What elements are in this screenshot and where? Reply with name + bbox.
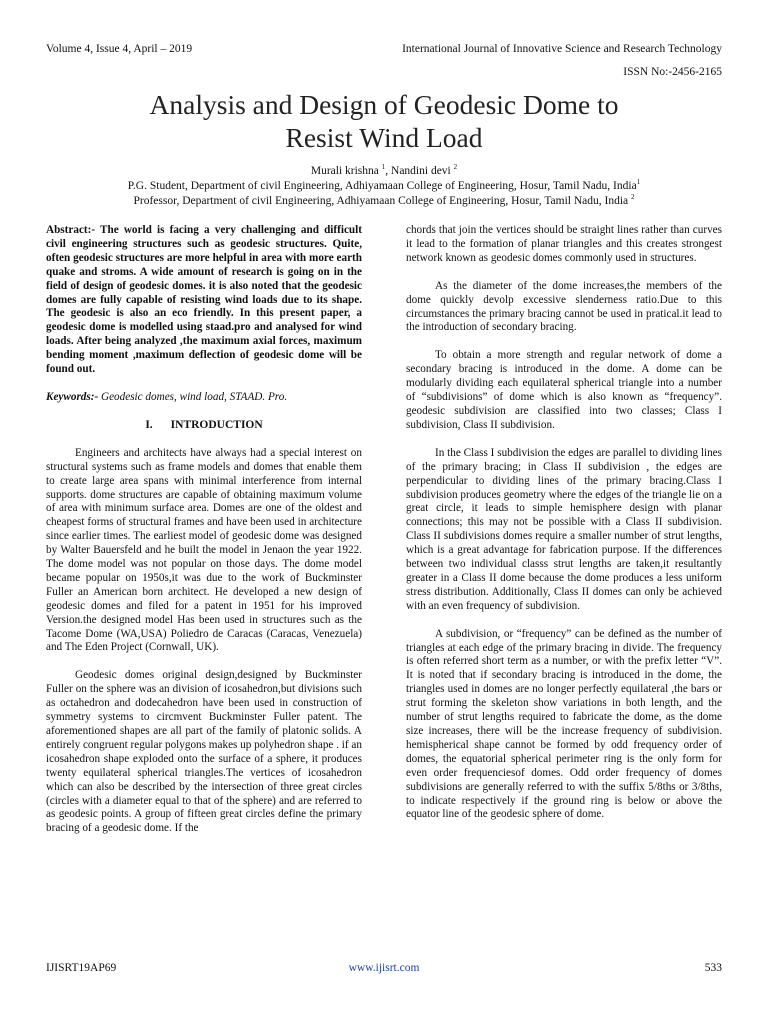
- affiliation-2: [0, 195, 768, 207]
- section-title: INTRODUCTION: [170, 418, 263, 431]
- paragraph: A subdivision, or “frequency” can be defined as the number of triangles at each edge of the primary bracing in divide. The frequency is often referred short term as a number, or with the prefix letter “V”. It is noted that if secondary bracing is introduced in the dome, the triangles used in domes are no longer perfectly equilateral ,the bars or strut forming the skeleton show variations in both length, and the number of strut lengths required to fabricate the dome, as the dome size increases, there will be the increase frequency of subdivision. hemispherical shape cannot be formed by odd frequency order of domes, the equatorial spherical perimeter ring is the only form for even order frequenciesof domes. Odd order frequency of domes subdivisions are generally referred to with the suffix 5/8ths or 3/8ths, to indicate respectively if the ground ring is below or above the equator line of the geodesic sphere of dome.: [406, 627, 722, 821]
- affiliation-1-sup: 1: [636, 178, 641, 187]
- journal-website-link[interactable]: www.ijisrt.com: [348, 962, 420, 974]
- author-2: Nandini devi: [391, 165, 451, 177]
- paragraph: Geodesic domes original design,designed by Buckminster Fuller on the sphere was an division of icosahedron,but divisions such as octahedron and dodecahedron have been used in construction of symmetry systems to circmvent Buckminster Fuller patent. The aforementioned shapes are all part of the family of platonic solids. A entirely congruent regular polygons makes up polyhedron shape . if an icosahedron shape exploded onto the surface of a sphere, it produces twenty equilateral spherical triangles.The vertices of icosahedron which can also be described by the intersection of three great circles (circles with a diameter equal to that of the sphere) and are referred to as geodesic points. A group of fifteen great circles define the primary bracing of a geodesic dome. If the: [46, 669, 362, 835]
- author-2-sup: 2: [453, 163, 458, 172]
- paragraph: As the diameter of the dome increases,the members of the dome quickly devolp excessive slenderness ratio.Due to this circumstances the primary bracing cannot be used in pratical.it lead to the introduction of secondary bracing.: [406, 279, 722, 334]
- keywords-label: Keywords:-: [46, 390, 99, 403]
- keywords: [46, 391, 362, 405]
- title-line-2: Resist Wind Load: [285, 122, 483, 153]
- title-line-1: Analysis and Design of Geodesic Dome to: [149, 89, 619, 120]
- right-column: [406, 224, 722, 836]
- section-heading: [46, 419, 362, 433]
- keywords-text: Geodesic domes, wind load, STAAD. Pro.: [98, 390, 288, 403]
- paragraph: To obtain a more strength and regular network of dome a secondary bracing is introduced in the dome. A dome can be modularly dividing each equilateral spherical triangle into a number of “subdivisions” of dome which is also known as “frequency”. geodesic subdivision are classified into two classes; Class I subdivision, Class II subdivision.: [406, 349, 722, 431]
- authors: [0, 165, 768, 177]
- paragraph: Engineers and architects have always had a special interest on structural systems such as frame models and domes that enable them to create large area spans with minimal interference from internal supports. dome structures are capable of obtaining maximum volume of area with minimum surface area. Domes are one of the oldest and cheapest forms of structural frames and have been used in architecture since earlier times. The earliest model of geodesic dome was designed by Walter Bauersfeld and he built the model in Jenaon the year 1922. The dome model was not popular on those days. The dome model became popular on 1950s,it was due to the work of Buckminster Fuller an American born architect. He developed a new design of geodesic domes and filed for a patent in 1951 for his improved Version.the designed model Has been used in structures such as the Tacome Dome (WA,USA) Poliedro de Caracas (Caracas, Venezuela) and The Eden Project (Cornwall, UK).: [46, 446, 362, 654]
- left-column: [46, 224, 362, 850]
- author-1-sup: 1: [381, 163, 386, 172]
- paper-title: [40, 88, 728, 154]
- affiliation-2-text: Professor, Department of civil Engineering, Adhiyamaan College of Engineering, Hosur, Tamil Nadu, India: [133, 195, 629, 207]
- affiliation-1: [0, 180, 768, 192]
- issn: ISSN No:-2456-2165: [623, 66, 722, 78]
- journal-name: International Journal of Innovative Science and Research Technology: [402, 43, 722, 55]
- abstract: Abstract:- The world is facing a very challenging and difficult civil engineering structures such as geodesic structures. Quite, often geodesic structures are more helpful in area with more earth quake and stroms. A wide amount of research is going on in the field of design of geodesic domes. it is also noted that the geodesic domes are fully capable of resisting wind loads due to its shape. The geodesic is also an eco friendly. In this present paper, a geodesic dome is modelled using staad.pro and analysed for wind loads. After being analyzed ,the maximum axial forces, maximum bending moment ,maximum deflection of geodesic dome will be found out.: [46, 224, 362, 376]
- author-1: Murali krishna: [310, 165, 379, 177]
- volume-issue: Volume 4, Issue 4, April – 2019: [46, 43, 193, 55]
- section-number: I.: [145, 418, 153, 431]
- affiliation-1-text: P.G. Student, Department of civil Engineering, Adhiyamaan College of Engineering, Hosur, Tamil Nadu, India: [127, 180, 637, 192]
- paper-id: IJISRT19AP69: [46, 962, 117, 974]
- page-number: 533: [704, 962, 722, 974]
- author-separator: ,: [385, 165, 392, 177]
- affiliation-2-sup: 2: [631, 193, 635, 202]
- paragraph: In the Class I subdivision the edges are parallel to dividing lines of the primary bracing; in Class II subdivision , the edges are perpendicular to dividing lines of the primary bracing.Class I subdivision produces geometry where the edges of the triangle lie on a great circle, it leads to simple hemisphere design with planar connections; this may not be possible with a Class II subdivision. Class II subdivisions domes require a smaller number of strut lengths, which is a great advantage for fabrication purpose. If the differences between two individual classs strut lengths are taken,it resultantly greater in a Class II dome because the dome produces a less uniform stress distribution. Additionally, Class II domes can only be achieved with an even frequency of subdivision.: [406, 446, 722, 612]
- paragraph: chords that join the vertices should be straight lines rather than curves it lead to the formation of planar triangles and this creates strongest network known as geodesic domes commonly used in structures.: [406, 224, 722, 264]
